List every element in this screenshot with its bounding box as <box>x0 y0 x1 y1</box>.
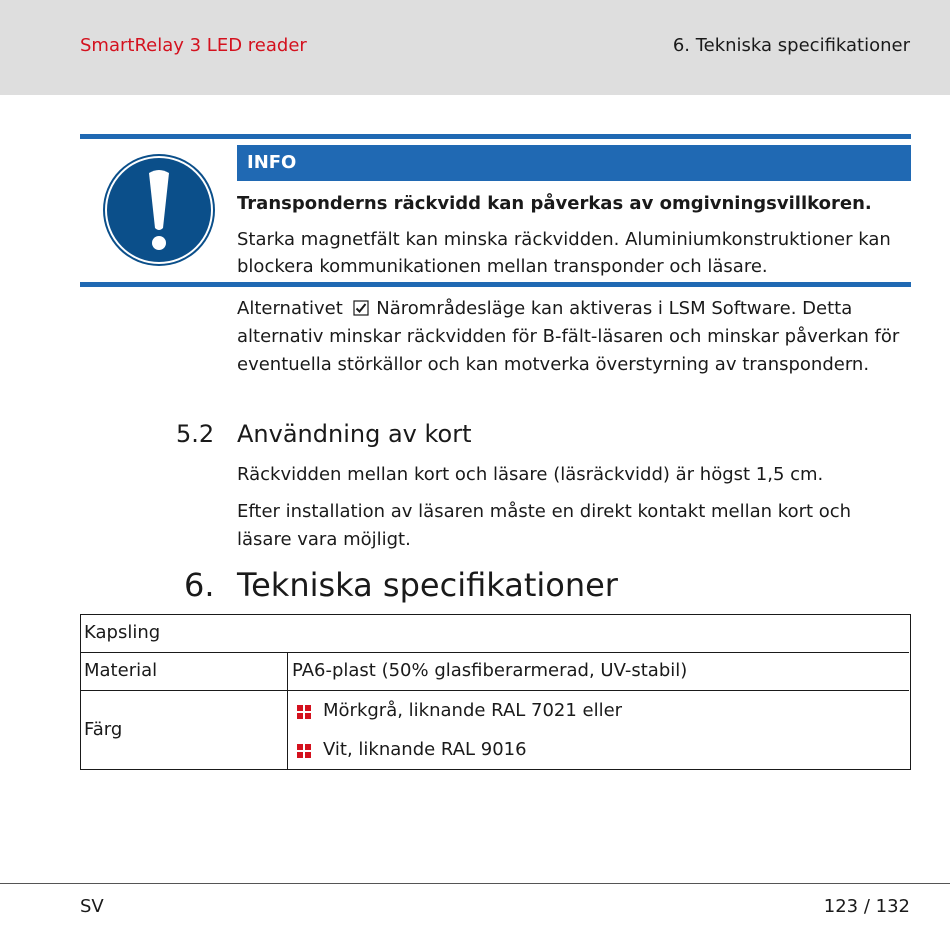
paragraph-rest: Närområdesläge kan aktiveras i LSM Software. Detta alternativ minskar räckvidden för B-fält-läsaren och minskar påverkan för eventuella störkällor och kan motverka överstyrning av transpondern. <box>237 298 900 375</box>
section-6-number: 6. <box>184 566 215 604</box>
chapter-title: 6. Tekniska specifikationer <box>672 35 910 56</box>
footer-divider <box>0 883 950 884</box>
bullet-icon <box>297 744 311 758</box>
color-option: Mörkgrå, liknande RAL 7021 eller <box>323 700 623 721</box>
spec-table <box>80 614 911 770</box>
section-5-2-title: Användning av kort <box>237 420 472 448</box>
info-box <box>80 134 911 287</box>
section-5-2-number: 5.2 <box>176 420 215 448</box>
product-name: SmartRelay 3 LED reader <box>80 35 307 56</box>
table-divider <box>287 691 288 769</box>
material-label: Material <box>84 660 158 681</box>
exclamation-icon <box>102 153 216 267</box>
info-label: INFO <box>237 145 911 181</box>
table-row <box>81 653 909 691</box>
paragraph-install: Efter installation av läsaren måste en direkt kontakt mellan kort och läsare vara möjligt. <box>237 501 852 550</box>
checkbox-checked-icon <box>353 300 369 316</box>
page-number: 123 / 132 <box>823 896 910 917</box>
table-row <box>81 691 909 769</box>
paragraph-alternative <box>237 295 902 379</box>
table-divider <box>287 653 288 691</box>
table-group-label: Kapsling <box>84 622 161 643</box>
color-label: Färg <box>84 719 123 740</box>
bullet-icon <box>297 705 311 719</box>
table-row <box>81 615 909 653</box>
footer-language: SV <box>80 896 104 917</box>
color-option: Vit, liknande RAL 9016 <box>323 739 527 760</box>
paragraph-prefix: Alternativet <box>237 298 343 319</box>
info-title: Transponderns räckvidd kan påverkas av omgivningsvillkoren. <box>237 193 872 214</box>
material-value: PA6-plast (50% glasfiberarmerad, UV-stabil) <box>292 660 688 681</box>
info-text: Starka magnetfält kan minska räckvidden. Aluminiumkonstruktioner kan blockera kommunikationen mellan transponder och läsare. <box>237 229 891 277</box>
section-6-title: Tekniska specifikationer <box>237 566 618 604</box>
paragraph-range: Räckvidden mellan kort och läsare (läsräckvidd) är högst 1,5 cm. <box>237 464 824 485</box>
page-header <box>0 0 950 95</box>
